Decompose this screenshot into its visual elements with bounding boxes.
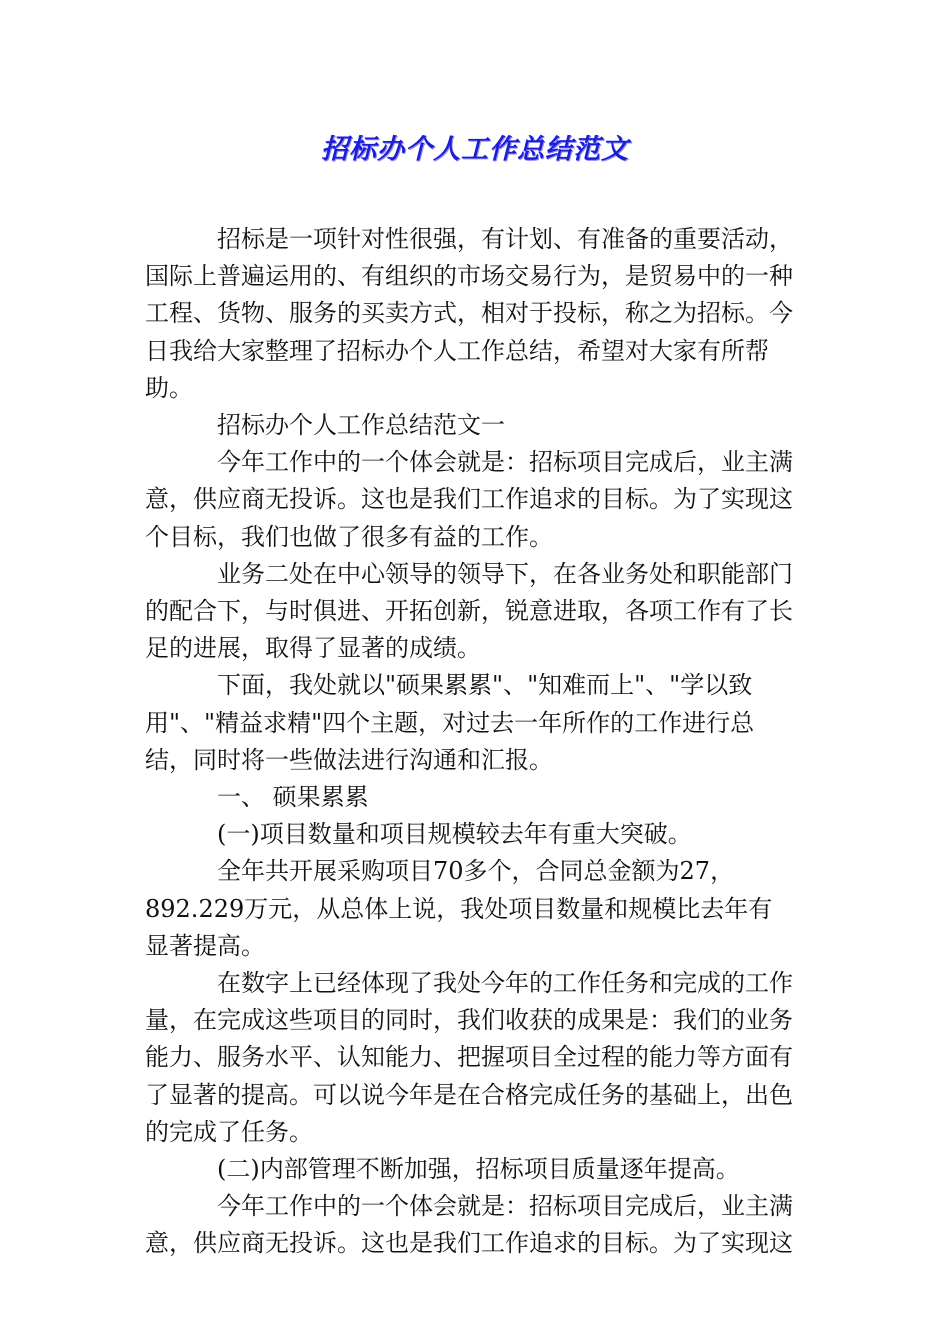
section-heading: 一、 硕果累累	[217, 783, 369, 812]
paragraph: 今年工作中的一个体会就是：招标项目完成后，业主满意，供应商无投诉。这也是我们工作追求的目标。为了实现这个目标，我们也做了很多有益的工作。	[145, 448, 793, 551]
paragraph: 招标是一项针对性很强，有计划、有准备的重要活动，国际上普遍运用的、有组织的市场交易行为，是贸易中的一种工程、货物、服务的买卖方式，相对于投标，称之为招标。今日我给大家整理了招标办个人工作总结，希望对大家有所帮助。	[145, 225, 793, 402]
paragraph: 今年工作中的一个体会就是：招标项目完成后，业主满意，供应商无投诉。这也是我们工作追求的目标。为了实现这	[145, 1192, 793, 1258]
paragraph: 业务二处在中心领导的领导下，在各业务处和职能部门的配合下，与时俱进、开拓创新，锐意进取，各项工作有了长足的进展，取得了显著的成绩。	[145, 559, 793, 663]
paragraph: 招标办个人工作总结范文一	[217, 411, 505, 440]
subsection-heading: (二)内部管理不断加强，招标项目质量逐年提高。	[217, 1155, 740, 1184]
subsection-heading: (一)项目数量和项目规模较去年有重大突破。	[217, 820, 692, 849]
paragraph: 下面，我处就以"硕果累累"、"知难而上"、"学以致用"、"精益求精"四个主题，对过去一年所作的工作进行总结，同时将一些做法进行沟通和汇报。	[145, 671, 755, 774]
paragraph: 全年共开展采购项目70多个，合同总金额为27，892.229万元，从总体上说，我处项目数量和规模比去年有显著提高。	[145, 857, 773, 960]
paragraph: 在数字上已经体现了我处今年的工作任务和完成的工作量，在完成这些项目的同时，我们收获的成果是：我们的业务能力、服务水平、认知能力、把握项目全过程的能力等方面有了显著的提高。可以说今年是在合格完成任务的基础上，出色的完成了任务。	[145, 969, 793, 1146]
document-body	[145, 221, 795, 1263]
document-title: 招标办个人工作总结范文	[321, 134, 629, 165]
